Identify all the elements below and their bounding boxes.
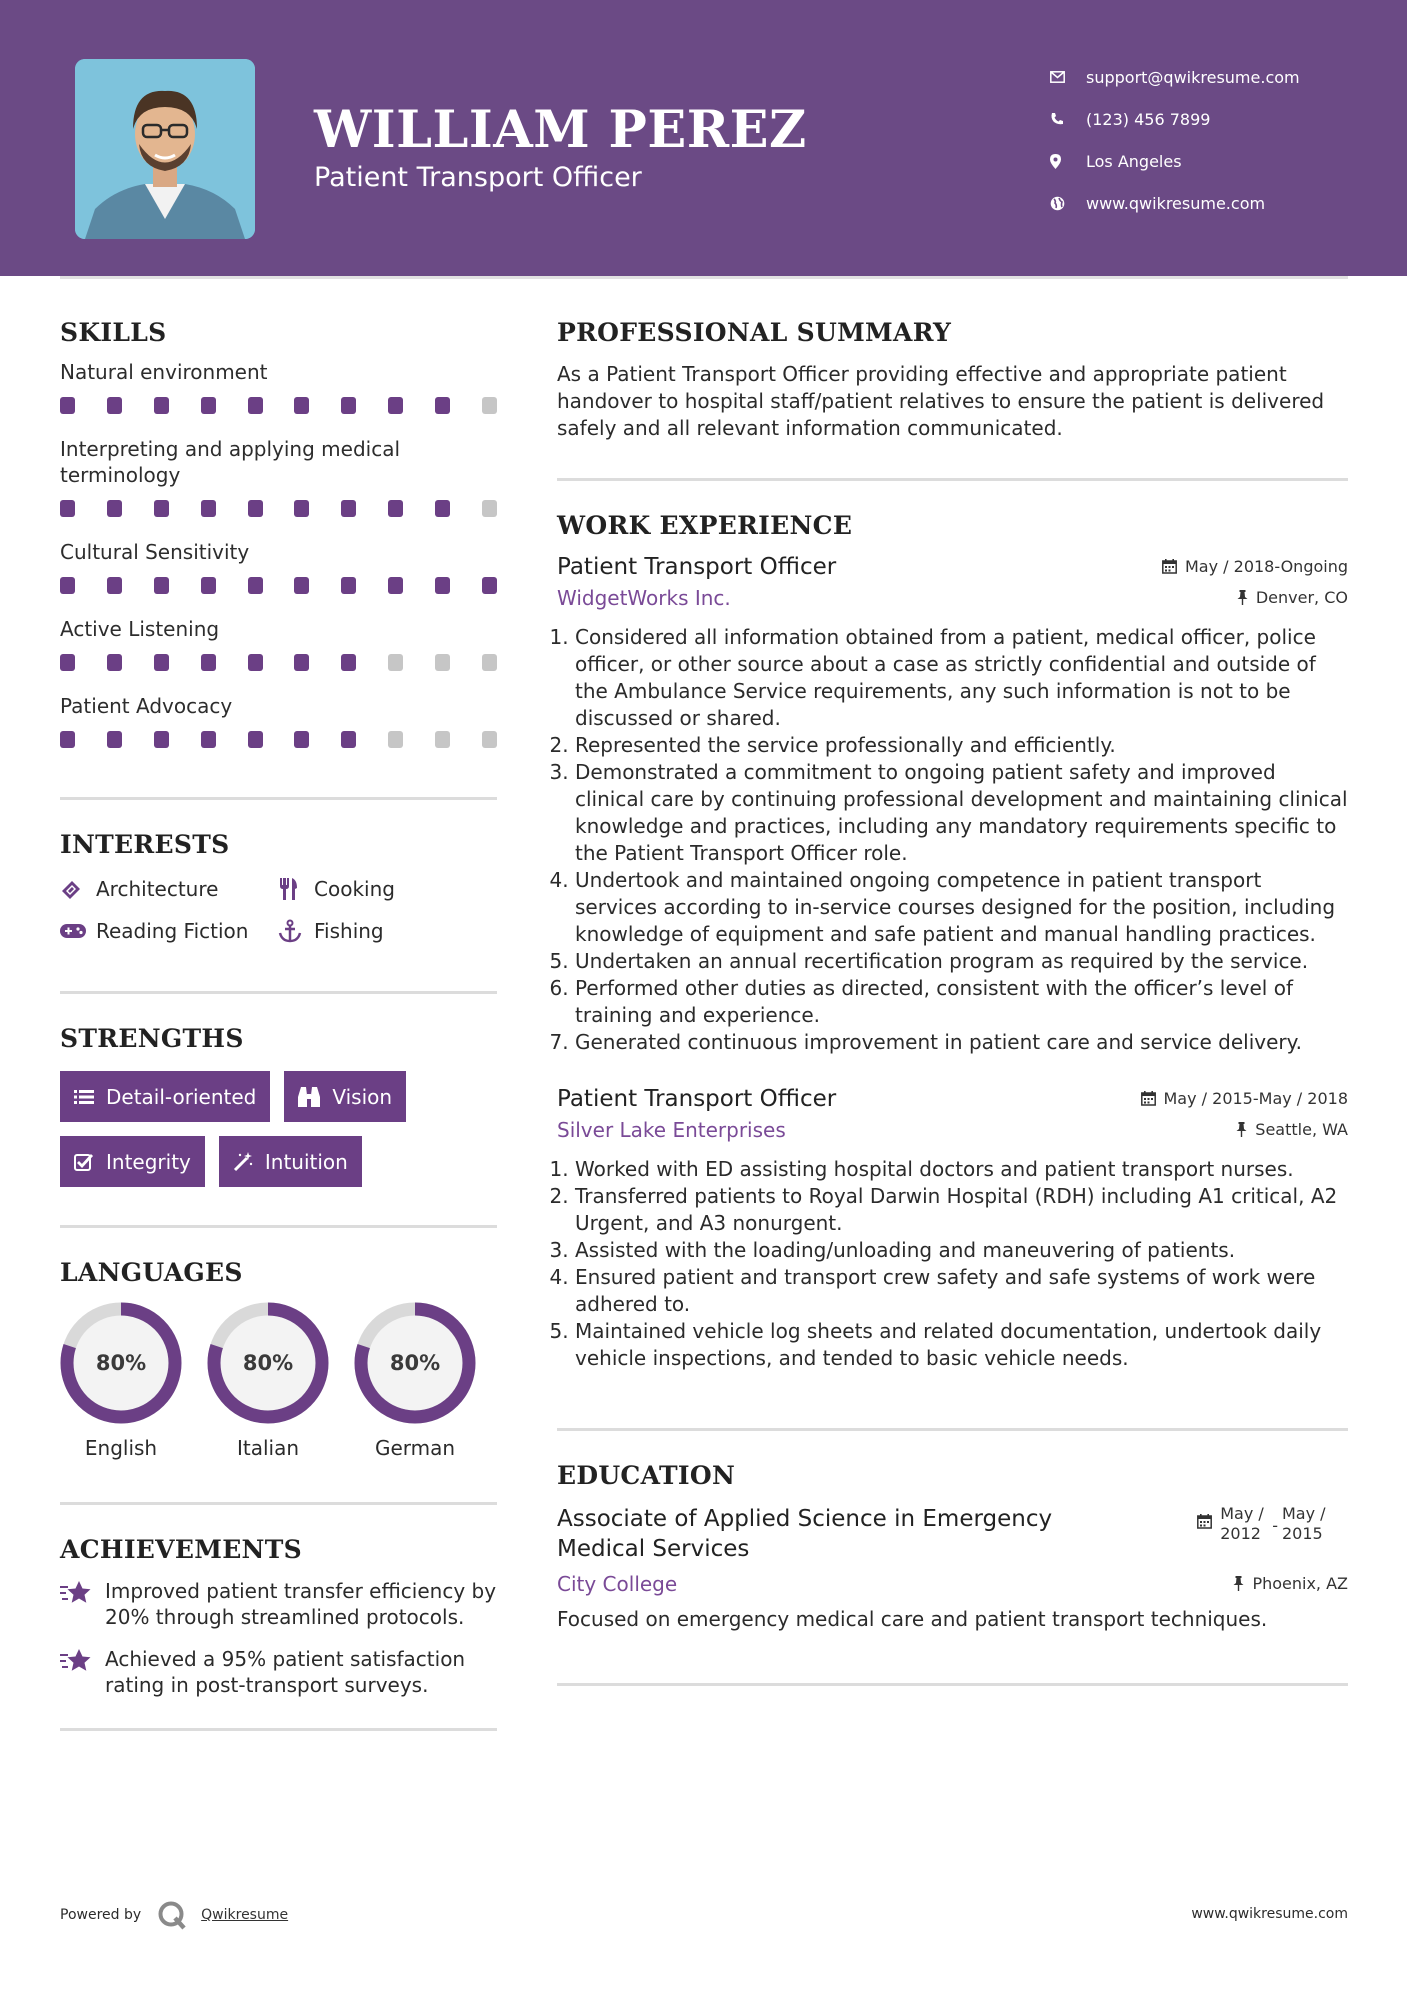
contact-website-text: www.qwikresume.com xyxy=(1086,193,1266,213)
achievement-text: Achieved a 95% patient satisfaction rating in post-transport surveys. xyxy=(105,1647,466,1697)
calendar-icon xyxy=(1162,559,1177,574)
skill-name: Interpreting and applying medical terminology xyxy=(60,437,401,487)
footer-powered-by xyxy=(60,1900,288,1930)
strength-badge xyxy=(60,1136,205,1187)
achievements-section xyxy=(60,1535,497,1698)
language-ring xyxy=(354,1302,476,1424)
education-title: EDUCATION xyxy=(557,1461,736,1490)
rating-dot-filled xyxy=(154,500,169,517)
section-divider xyxy=(60,1728,497,1731)
rating-dot-filled xyxy=(154,654,169,671)
strength-label: Intuition xyxy=(264,1149,348,1174)
binoculars-icon xyxy=(298,1087,320,1107)
rating-dot-filled xyxy=(294,500,309,517)
interest-item xyxy=(278,877,496,901)
languages-title: LANGUAGES xyxy=(60,1258,243,1287)
skill-name: Active Listening xyxy=(60,617,220,641)
skill-name: Natural environment xyxy=(60,360,268,384)
footer-url[interactable]: www.qwikresume.com xyxy=(1191,1906,1348,1922)
summary-title: PROFESSIONAL SUMMARY xyxy=(557,318,952,347)
job-date-text: May / 2015-May / 2018 xyxy=(1163,1089,1348,1108)
achievement-text: Improved patient transfer efficiency by 20% through streamlined protocols. xyxy=(105,1579,497,1629)
language-item xyxy=(60,1302,182,1460)
header-banner xyxy=(0,0,1407,276)
rating-dot-filled xyxy=(294,397,309,414)
contact-location-text: Los Angeles xyxy=(1086,151,1182,171)
education-location-text: Phoenix, AZ xyxy=(1252,1574,1348,1593)
language-ring xyxy=(60,1302,182,1424)
phone-icon xyxy=(1050,112,1086,126)
language-item xyxy=(207,1302,329,1460)
job-title: Patient Transport Officer xyxy=(557,1086,837,1112)
rating-dot-filled xyxy=(201,654,216,671)
strengths-list xyxy=(60,1071,497,1187)
rating-dot-filled xyxy=(60,654,75,671)
rating-dot-filled xyxy=(248,500,263,517)
list-icon xyxy=(74,1089,94,1105)
job-company: WidgetWorks Inc. xyxy=(557,586,731,610)
interests-section xyxy=(60,830,497,943)
language-name: Italian xyxy=(236,1436,300,1460)
rating-dot-filled xyxy=(154,577,169,594)
summary-text: As a Patient Transport Officer providing effective and appropriate patient handover to hospital staff/patient relatives to ensure the patient is delivered safely and all relevant information communicated. xyxy=(557,362,1325,440)
strength-badge xyxy=(60,1071,270,1122)
qwikresume-link[interactable]: Qwikresume xyxy=(201,1907,289,1923)
rating-dot-filled xyxy=(201,397,216,414)
education-school: City College xyxy=(557,1572,678,1596)
rating-dot-empty xyxy=(435,731,450,748)
map-marker-icon xyxy=(1050,154,1086,169)
rating-dot-filled xyxy=(341,731,356,748)
rating-dot-filled xyxy=(201,577,216,594)
rating-dot-filled xyxy=(341,577,356,594)
strengths-title: STRENGTHS xyxy=(60,1024,244,1053)
rating-dot-filled xyxy=(294,577,309,594)
language-name: English xyxy=(84,1436,158,1460)
rating-dot-filled xyxy=(341,397,356,414)
education-location xyxy=(1233,1574,1348,1593)
education-header xyxy=(557,1504,1348,1564)
language-ring xyxy=(207,1302,329,1424)
utensils-icon xyxy=(278,878,314,900)
interest-label: Reading Fiction xyxy=(96,919,249,943)
profile-photo xyxy=(75,59,255,239)
language-percent: 80% xyxy=(95,1351,147,1375)
interest-item xyxy=(278,919,496,943)
rating-dot-filled xyxy=(107,500,122,517)
job-header xyxy=(557,554,1348,580)
skill-item xyxy=(60,693,497,748)
education-section xyxy=(557,1461,1348,1633)
rating-dot-filled xyxy=(60,397,75,414)
section-divider xyxy=(557,1683,1348,1686)
skill-name: Patient Advocacy xyxy=(60,694,233,718)
achievement-item xyxy=(60,1646,497,1698)
envelope-icon xyxy=(1050,71,1086,83)
rating-dot-empty xyxy=(482,731,497,748)
rating-dot-filled xyxy=(107,731,122,748)
language-item xyxy=(354,1302,476,1460)
header-divider xyxy=(60,276,1348,279)
job-entry xyxy=(557,1086,1348,1372)
job-location xyxy=(1237,588,1348,607)
interests-list xyxy=(60,877,497,943)
rating-dot-empty xyxy=(435,654,450,671)
education-date-separator: - xyxy=(1272,1516,1278,1535)
rating-dot-filled xyxy=(201,731,216,748)
interest-label: Cooking xyxy=(314,877,395,901)
powered-by-text: Powered by xyxy=(60,1907,142,1923)
checkbox-icon xyxy=(74,1153,94,1171)
languages-section xyxy=(60,1258,497,1460)
rating-dot-filled xyxy=(294,654,309,671)
interest-item xyxy=(60,877,278,901)
rating-dot-filled xyxy=(248,577,263,594)
education-description: Focused on emergency medical care and patient transport techniques. xyxy=(557,1607,1268,1631)
contact-website[interactable] xyxy=(1050,182,1300,224)
job-date-text: May / 2018-Ongoing xyxy=(1185,557,1348,576)
job-bullet: 5. Undertaken an annual recertification program as required by the service. xyxy=(575,948,1348,975)
interests-title: INTERESTS xyxy=(60,830,230,859)
job-bullet: 4. Undertook and maintained ongoing competence in patient transport services according to in-service courses designed for the position, including knowledge of equipment and safe patient and manual handling practices. xyxy=(575,867,1348,948)
education-date-start: May / 2012 xyxy=(1220,1504,1264,1543)
pushpin-icon xyxy=(1237,590,1248,605)
rating-dot-empty xyxy=(482,654,497,671)
skill-rating xyxy=(60,397,497,414)
skill-rating xyxy=(60,577,497,594)
interest-item xyxy=(60,919,278,943)
job-bullet: 2. Represented the service professionally and efficiently. xyxy=(575,732,1348,759)
job-company: Silver Lake Enterprises xyxy=(557,1118,786,1142)
rating-dot-filled xyxy=(294,731,309,748)
pushpin-icon xyxy=(1233,1576,1244,1591)
job-entry xyxy=(557,554,1348,1056)
job-header xyxy=(557,1086,1348,1112)
rating-dot-filled xyxy=(482,577,497,594)
education-date-end: May / 2015 xyxy=(1282,1504,1326,1543)
section-divider xyxy=(60,797,497,800)
section-divider xyxy=(60,991,497,994)
contact-location xyxy=(1050,140,1300,182)
job-bullet: 3. Assisted with the loading/unloading and maneuvering of patients. xyxy=(575,1237,1348,1264)
skill-rating xyxy=(60,500,497,517)
summary-section xyxy=(557,318,1348,442)
strengths-section xyxy=(60,1024,497,1187)
star-icon xyxy=(60,1578,105,1630)
job-bullet: 5. Maintained vehicle log sheets and related documentation, undertook daily vehicle inspections, and tended to basic vehicle needs. xyxy=(575,1318,1348,1372)
rating-dot-filled xyxy=(341,500,356,517)
rating-dot-filled xyxy=(60,577,75,594)
experience-title: WORK EXPERIENCE xyxy=(557,511,853,540)
job-bullet: 7. Generated continuous improvement in patient care and service delivery. xyxy=(575,1029,1348,1056)
magic-wand-icon xyxy=(233,1152,253,1172)
strength-label: Vision xyxy=(332,1084,393,1109)
job-date xyxy=(1162,557,1348,576)
section-divider xyxy=(557,478,1348,481)
contact-list xyxy=(1050,56,1300,224)
anchor-icon xyxy=(278,919,314,943)
skill-rating xyxy=(60,654,497,671)
skill-item xyxy=(60,539,497,594)
rating-dot-filled xyxy=(60,731,75,748)
job-location xyxy=(1236,1120,1348,1139)
skills-section xyxy=(60,318,497,748)
education-subheader xyxy=(557,1572,1348,1596)
skills-title: SKILLS xyxy=(60,318,167,347)
job-subheader xyxy=(557,586,1348,610)
job-bullets xyxy=(557,624,1348,1056)
education-degree: Associate of Applied Science in Emergency Medical Services xyxy=(557,1506,1053,1562)
calendar-icon xyxy=(1141,1091,1156,1106)
star-icon xyxy=(60,1646,105,1698)
language-percent: 80% xyxy=(389,1351,441,1375)
achievements-title: ACHIEVEMENTS xyxy=(60,1535,302,1564)
candidate-title: Patient Transport Officer xyxy=(314,162,642,193)
rating-dot-filled xyxy=(248,397,263,414)
rating-dot-filled xyxy=(435,397,450,414)
job-bullet: 4. Ensured patient and transport crew safety and safe systems of work were adhered to. xyxy=(575,1264,1348,1318)
rating-dot-empty xyxy=(388,731,403,748)
section-divider xyxy=(557,1428,1348,1431)
skill-item xyxy=(60,436,497,517)
job-location-text: Denver, CO xyxy=(1255,588,1348,607)
rating-dot-filled xyxy=(107,397,122,414)
rating-dot-filled xyxy=(107,654,122,671)
contact-email-text: support@qwikresume.com xyxy=(1086,67,1300,87)
rating-dot-filled xyxy=(341,654,356,671)
rating-dot-empty xyxy=(388,654,403,671)
contact-phone[interactable] xyxy=(1050,98,1300,140)
language-percent: 80% xyxy=(242,1351,294,1375)
education-date xyxy=(1197,1504,1330,1564)
job-bullet: 1. Worked with ED assisting hospital doctors and patient transport nurses. xyxy=(575,1156,1348,1183)
job-bullet: 3. Demonstrated a commitment to ongoing patient safety and improved clinical care by continuing professional development and maintaining clinical knowledge and practices, including any mandatory requirements specific to the Patient Transport Officer role. xyxy=(575,759,1348,867)
skill-rating xyxy=(60,731,497,748)
rating-dot-filled xyxy=(154,397,169,414)
job-title: Patient Transport Officer xyxy=(557,554,837,580)
rating-dot-empty xyxy=(482,397,497,414)
job-bullet: 2. Transferred patients to Royal Darwin Hospital (RDH) including A1 critical, A2 Urgent, and A3 nonurgent. xyxy=(575,1183,1348,1237)
rating-dot-filled xyxy=(388,577,403,594)
interest-label: Fishing xyxy=(314,919,384,943)
skill-item xyxy=(60,616,497,671)
section-divider xyxy=(60,1502,497,1505)
rating-dot-filled xyxy=(435,577,450,594)
language-name: German xyxy=(374,1436,456,1460)
rating-dot-filled xyxy=(388,500,403,517)
rating-dot-filled xyxy=(435,500,450,517)
left-column xyxy=(60,318,497,1731)
gamepad-icon xyxy=(60,923,96,939)
pencil-ruler-icon xyxy=(60,879,96,899)
strength-badge xyxy=(284,1071,406,1122)
rating-dot-filled xyxy=(388,397,403,414)
interest-label: Architecture xyxy=(96,877,219,901)
rating-dot-empty xyxy=(482,500,497,517)
qwikresume-logo-icon xyxy=(157,1900,187,1930)
candidate-name: WILLIAM PEREZ xyxy=(314,100,807,160)
achievement-item xyxy=(60,1578,497,1630)
job-bullet: 6. Performed other duties as directed, consistent with the officer’s level of training and experience. xyxy=(575,975,1348,1029)
right-column xyxy=(557,318,1348,1686)
job-location-text: Seattle, WA xyxy=(1255,1120,1348,1139)
skill-name: Cultural Sensitivity xyxy=(60,540,250,564)
rating-dot-filled xyxy=(107,577,122,594)
rating-dot-filled xyxy=(248,731,263,748)
contact-email[interactable] xyxy=(1050,56,1300,98)
languages-list xyxy=(60,1302,497,1460)
job-bullet: 1. Considered all information obtained from a patient, medical officer, police officer, or other source about a case as strictly confidential and outside of the Ambulance Service requirements, any such information is not to be discussed or shared. xyxy=(575,624,1348,732)
rating-dot-filled xyxy=(154,731,169,748)
contact-phone-text: (123) 456 7899 xyxy=(1086,109,1211,129)
job-subheader xyxy=(557,1118,1348,1142)
job-bullets xyxy=(557,1156,1348,1372)
strength-badge xyxy=(219,1136,362,1187)
job-date xyxy=(1141,1089,1349,1108)
pushpin-icon xyxy=(1236,1122,1247,1137)
experience-section xyxy=(557,511,1348,1372)
rating-dot-filled xyxy=(248,654,263,671)
strength-label: Detail-oriented xyxy=(106,1084,257,1109)
section-divider xyxy=(60,1225,497,1228)
rating-dot-filled xyxy=(60,500,75,517)
globe-icon xyxy=(1050,196,1086,211)
strength-label: Integrity xyxy=(106,1149,191,1174)
rating-dot-filled xyxy=(201,500,216,517)
calendar-icon xyxy=(1197,1514,1212,1529)
skill-item xyxy=(60,359,497,414)
